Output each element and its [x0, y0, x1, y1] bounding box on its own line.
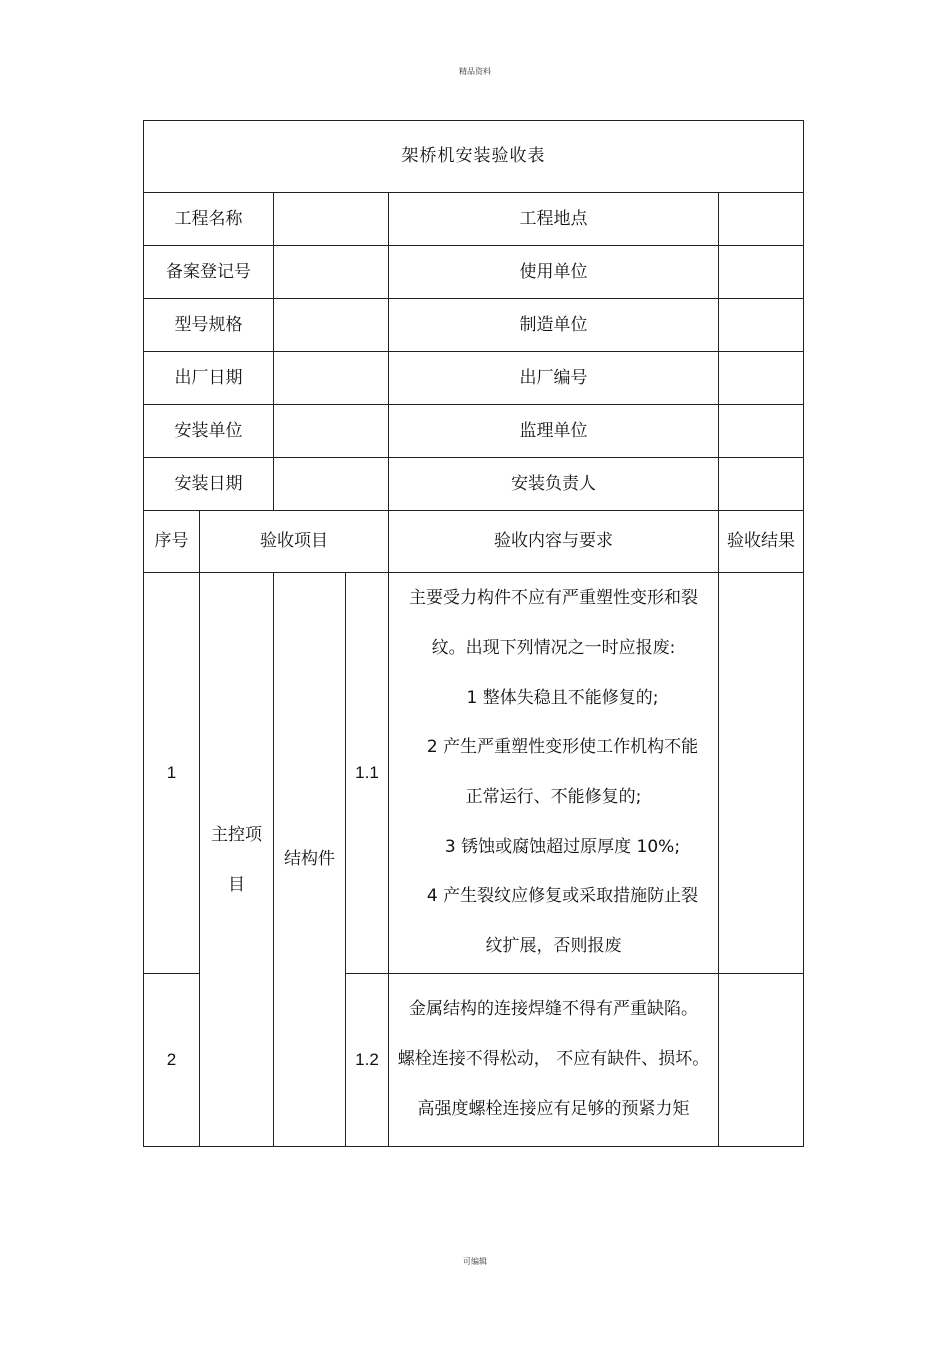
info-value-field[interactable]: [719, 193, 804, 246]
requirement-cell: [389, 573, 719, 974]
info-value-field[interactable]: [719, 352, 804, 405]
info-label: 出厂编号: [389, 352, 719, 405]
info-value-field[interactable]: [274, 405, 389, 458]
info-row: [144, 193, 804, 246]
info-label: 安装单位: [144, 405, 274, 458]
requirement-line: 高强度螺栓连接应有足够的预紧力矩: [417, 1098, 690, 1119]
column-header-seq: 序号: [144, 511, 200, 573]
info-row: [144, 405, 804, 458]
page-footer-note: 可编辑: [463, 1257, 487, 1266]
requirement-line: 主要受力构件不应有严重塑性变形和裂: [409, 588, 698, 609]
result-field[interactable]: [719, 573, 804, 974]
column-header-result: 验收结果: [719, 511, 804, 573]
result-field[interactable]: [719, 974, 804, 1147]
info-value-field[interactable]: [274, 246, 389, 299]
info-value-field[interactable]: [719, 405, 804, 458]
info-value-field[interactable]: [719, 299, 804, 352]
row-seq: 1: [144, 573, 200, 974]
info-value-field[interactable]: [274, 193, 389, 246]
category-label: 主控项目: [211, 824, 262, 895]
column-header-row: [144, 511, 804, 573]
info-label: 制造单位: [389, 299, 719, 352]
category-cell: [200, 573, 274, 1147]
item-code: 1.2: [346, 974, 389, 1147]
requirement-line: 1 整体失稳且不能修复的;: [466, 687, 659, 708]
info-label: 安装日期: [144, 458, 274, 511]
info-value-field[interactable]: [719, 458, 804, 511]
info-value-field[interactable]: [274, 458, 389, 511]
requirement-line: 2 产生严重塑性变形使工作机构不能: [426, 737, 699, 758]
requirement-line: 金属结构的连接焊缝不得有严重缺陷。: [409, 999, 698, 1020]
form-title: 架桥机安装验收表: [144, 121, 804, 193]
requirement-line: 3 锈蚀或腐蚀超过原厚度 10%;: [444, 836, 681, 857]
info-label: 型号规格: [144, 299, 274, 352]
column-header-item: 验收项目: [200, 511, 389, 573]
info-row: [144, 458, 804, 511]
info-value-field[interactable]: [274, 352, 389, 405]
requirement-line: 螺栓连接不得松动， 不应有缺件、损坏。: [397, 1049, 710, 1070]
info-label: 安装负责人: [389, 458, 719, 511]
item-code: 1.1: [346, 573, 389, 974]
info-label: 使用单位: [389, 246, 719, 299]
requirement-line: 正常运行、不能修复的;: [465, 787, 642, 807]
info-row: [144, 352, 804, 405]
info-label: 工程地点: [389, 193, 719, 246]
requirement-line: 纹扩展，否则报废: [485, 936, 622, 957]
info-label: 工程名称: [144, 193, 274, 246]
subcategory-label: 结构件: [274, 573, 346, 1147]
info-row: [144, 299, 804, 352]
row-seq: 2: [144, 974, 200, 1147]
requirement-line: 4 产生裂纹应修复或采取措施防止裂: [426, 886, 699, 907]
column-header-content: 验收内容与要求: [389, 511, 719, 573]
info-value-field[interactable]: [719, 246, 804, 299]
requirement-line: 纹。出现下列情况之一时应报废:: [431, 637, 676, 658]
info-label: 出厂日期: [144, 352, 274, 405]
info-label: 监理单位: [389, 405, 719, 458]
info-row: [144, 246, 804, 299]
info-value-field[interactable]: [274, 299, 389, 352]
requirement-cell: [389, 974, 719, 1147]
acceptance-form: [143, 120, 804, 1147]
info-label: 备案登记号: [144, 246, 274, 299]
page-header-note: 精品资料: [459, 67, 491, 76]
table-row: [144, 573, 804, 974]
